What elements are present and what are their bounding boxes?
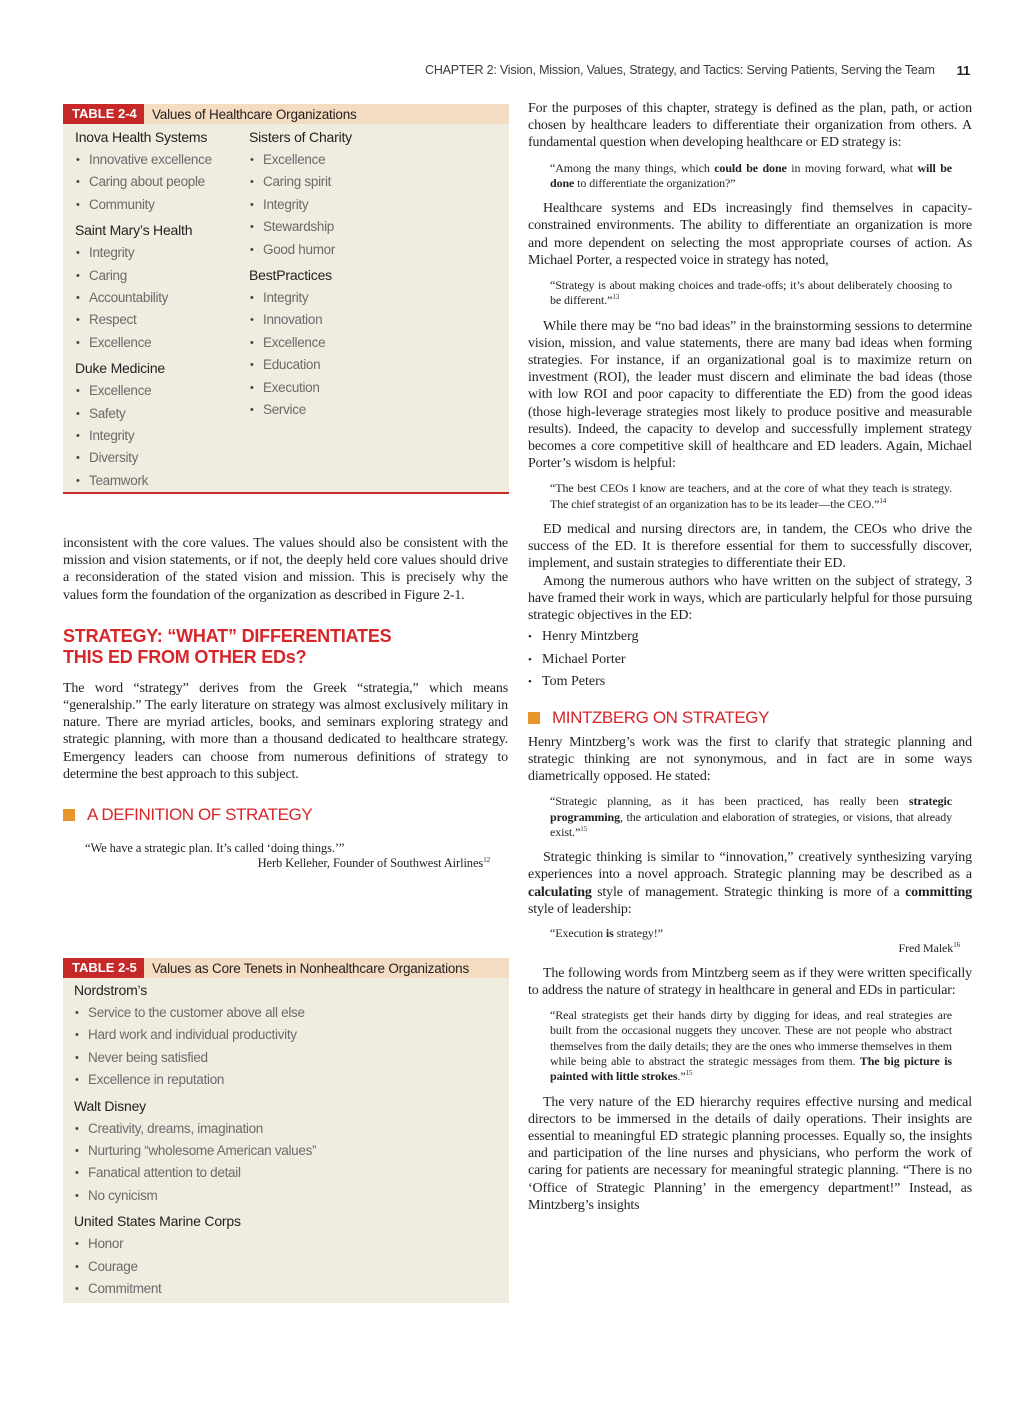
value-item: • No cynicism — [74, 1185, 509, 1207]
paragraph-emphasis: committing — [905, 884, 972, 900]
value-item: • Hard work and individual productivity — [74, 1024, 509, 1046]
table-title: Values as Core Tenets in Nonhealthcare Organizations — [152, 960, 470, 976]
section-heading-line: THIS ED FROM OTHER EDs? — [63, 646, 307, 667]
running-head-text: CHAPTER 2: Vision, Mission, Values, Strategy, and Tactics: Serving Patients, Serving the Team — [425, 63, 935, 77]
table-2-4 — [63, 104, 509, 494]
list-item: • Tom Peters — [528, 671, 972, 694]
left-column — [63, 535, 508, 872]
footnote-ref: 13 — [612, 293, 620, 302]
list-item: • Michael Porter — [528, 649, 972, 672]
value-item: • Innovation — [249, 309, 479, 331]
block-quote — [550, 1008, 952, 1084]
org-name: Inova Health Systems — [75, 129, 208, 145]
quote-text: “Among the many things, which — [550, 160, 715, 175]
footnote-ref: 15 — [580, 824, 588, 833]
org-name: Walt Disney — [74, 1097, 146, 1114]
table-label: TABLE 2-4 — [63, 104, 144, 124]
org-name: United States Marine Corps — [74, 1213, 241, 1230]
value-item: • Excellence — [249, 149, 479, 171]
quote-text: to differentiate the organization?” — [574, 175, 736, 190]
attribution-text: Herb Kelleher, Founder of Southwest Airlines — [257, 856, 484, 871]
value-item: • Innovative excellence — [75, 149, 249, 171]
value-item: • Caring spirit — [249, 171, 479, 193]
paragraph: While there may be “no bad ideas” in the brainstorming sessions to determine vision, mission, and value statements, there are many bad ideas when forming strategies. For instance, if an organizational goal is to maximize return on investment (ROI), the leader must discern and eliminate the bad ideas (those with low ROI and poor capacity to differentiate the ED) from the good ideas (those high-leverage strategies most likely to produce positive and measurable results). Indeed, the capacity to develop and successfully implement strategy becomes a core competitive skill of healthcare and ED leaders. Again, Michael Porter’s wisdom is helpful: — [528, 318, 972, 472]
table-label: TABLE 2-5 — [63, 958, 144, 978]
block-quote — [550, 794, 952, 840]
value-item: • Courage — [74, 1256, 509, 1278]
quote-text: “Strategic planning, as it has been practiced, has really been — [550, 794, 909, 809]
footnote-ref: 15 — [685, 1069, 693, 1078]
page-number: 11 — [956, 63, 970, 78]
value-item: • Integrity — [249, 287, 479, 309]
table-header — [63, 958, 509, 978]
value-item: • Integrity — [75, 242, 249, 264]
value-item: • Integrity — [75, 425, 249, 447]
paragraph-text: style of management. Strategic thinking is more of a — [591, 884, 906, 900]
epigraph — [85, 841, 488, 872]
table-header — [63, 104, 509, 124]
quote-text: “Real strategists get their hands dirty by digging for ideas, and real strategies are built from the occasional nuggets they uncover. These are not people who abstract themselves from the daily details; they are the ones who immerse themselves in them while being able to abstract the strategic messages from them. — [550, 1008, 952, 1068]
paragraph: Healthcare systems and EDs increasingly find themselves in capacity-constrained environments. The ability to differentiate an organization is more and more dependent on selecting the most appropriate courses of action. As Michael Porter, a respected voice in strategy has noted, — [528, 201, 972, 268]
org-name: BestPractices — [249, 266, 332, 283]
quote-emphasis: could be done — [714, 160, 787, 175]
quote-text: , the articulation and elaboration of strategies, or visions, that already exist.” — [550, 809, 952, 839]
paragraph: Henry Mintzberg’s work was the first to clarify that strategic planning and strategic thinking are not synonymous, and in fact are in some ways diametrically opposed. He stated: — [528, 734, 972, 785]
section-heading-line: STRATEGY: “WHAT” DIFFERENTIATES — [63, 625, 392, 646]
quote-emphasis: strategic programming — [550, 794, 952, 824]
footnote-ref: 14 — [879, 496, 887, 505]
list-item: • Henry Mintzberg — [528, 626, 972, 649]
value-item: • Service to the customer above all else — [74, 1002, 509, 1024]
value-item: • Honor — [74, 1233, 509, 1255]
value-item: • Caring about people — [75, 171, 249, 193]
quote-text: “We have a strategic plan. It’s called ‘doing things.’” — [85, 841, 345, 856]
value-item: • Community — [75, 194, 249, 216]
paragraph — [528, 849, 972, 918]
quote-attribution — [85, 856, 490, 871]
value-item: • Integrity — [249, 194, 479, 216]
block-quote — [550, 161, 952, 192]
subsection-heading-text: MINTZBERG ON STRATEGY — [552, 707, 770, 727]
value-item: • Excellence — [75, 332, 249, 354]
value-item: • Education — [249, 354, 479, 376]
quote-text: in moving forward, what — [786, 160, 918, 175]
value-item: • Stewardship — [249, 216, 479, 238]
subsection-heading-text: A DEFINITION OF STRATEGY — [87, 805, 313, 825]
paragraph-text: style of leadership: — [528, 901, 632, 917]
bullet-square-icon — [528, 712, 540, 724]
table-columns — [63, 124, 509, 492]
value-item: • Creativity, dreams, imagination — [74, 1118, 509, 1140]
table-body — [63, 978, 509, 1300]
value-item: • Commitment — [74, 1278, 509, 1300]
quote-text: “Strategy is about making choices and trade-offs; it’s about deliberately choosing to be different.” — [550, 278, 952, 308]
value-item: • Execution — [249, 377, 479, 399]
table-column-right — [249, 126, 479, 492]
quote-emphasis: will be done — [550, 160, 952, 190]
subsection-heading — [528, 708, 972, 728]
value-item: • Fanatical attention to detail — [74, 1162, 509, 1184]
value-item: • Service — [249, 399, 479, 421]
paragraph-emphasis: calculating — [528, 884, 592, 900]
org-name: Saint Mary’s Health — [75, 222, 193, 239]
quote-text: .” — [677, 1069, 686, 1084]
author-list — [528, 626, 972, 694]
quote-emphasis: is — [605, 926, 614, 941]
value-item: • Nurturing “wholesome American values” — [74, 1140, 509, 1162]
value-item: • Good humor — [249, 239, 479, 261]
footnote-ref: 12 — [483, 856, 490, 865]
value-item: • Teamwork — [75, 470, 249, 492]
table-title: Values of Healthcare Organizations — [152, 106, 357, 122]
paragraph: ED medical and nursing directors are, in tandem, the CEOs who drive the success of the ED. It is therefore essential for them to successfully discover, implement, and sustain strategies to differentiate their ED. — [528, 522, 972, 572]
footnote-ref: 16 — [953, 941, 960, 950]
subsection-heading — [63, 805, 508, 825]
section-heading — [63, 626, 508, 668]
block-quote — [550, 278, 952, 309]
value-item: • Excellence in reputation — [74, 1069, 509, 1091]
running-head — [425, 63, 970, 77]
value-item: • Respect — [75, 309, 249, 331]
table-2-5 — [63, 958, 509, 1303]
quote-attribution — [550, 941, 960, 956]
value-item: • Excellence — [75, 380, 249, 402]
value-item: • Excellence — [249, 332, 479, 354]
paragraph: Among the numerous authors who have written on the subject of strategy, 3 have framed their work in ways, which are particularly helpful for those pursuing strategic objectives in the ED: — [528, 573, 972, 624]
org-name: Nordstrom’s — [74, 982, 148, 998]
paragraph: The very nature of the ED hierarchy requires effective nursing and medical directors to be immersed in the details of daily operations. Their insights are essential to meaningful ED strategic planning processes. Equally so, the insights and participation of the line nurses and physicians, who perform the work of caring for patients are necessary for meaningful strategic planning. “There is no ‘Office of Strategic Planning’ in the emergency department!” Instead, as Mintzberg’s insights — [528, 1094, 972, 1213]
paragraph: inconsistent with the core values. The values should also be consistent with the mission and vision statements, or if not, the deeply held core values should drive a reconsideration of the stated vision and mission. This is precisely why the values form the foundation of the organization as described in Figure 2-1. — [63, 536, 508, 603]
table-column-left — [75, 126, 249, 492]
quote-text: strategy!” — [613, 926, 663, 941]
bullet-square-icon — [63, 809, 75, 821]
paragraph: The word “strategy” derives from the Greek “strategia,” which means “generalship.” The early literature on strategy was almost exclusively military in nature. There are myriad articles, books, and seminars exploring strategy and strategic planning, with more than a thousand dedicated to healthcare strategy. Emergency leaders can choose from numerous definitions of strategy to determine the best approach to this subject. — [63, 680, 508, 782]
quote-emphasis: The big picture is painted with little strokes — [550, 1053, 953, 1084]
paragraph: For the purposes of this chapter, strategy is defined as the plan, path, or action chosen by healthcare leaders to differentiate their organization from others. A fundamental question when developing healthcare or ED strategy is: — [528, 101, 972, 151]
paragraph-text: Strategic thinking is similar to “innovation,” creatively synthesizing varying experiences into a novel approach. Strategic planning may be described as a — [528, 850, 972, 883]
value-item: • Caring — [75, 265, 249, 287]
quote-text: “Execution — [550, 926, 606, 941]
value-item: • Diversity — [75, 447, 249, 469]
org-name: Sisters of Charity — [249, 129, 352, 145]
block-quote — [550, 926, 960, 957]
quote-text: “The best CEOs I know are teachers, and at the core of what they teach is strategy. The chief strategist of an organization has to be its leader—the CEO.” — [550, 481, 952, 511]
attribution-text: Fred Malek — [898, 941, 954, 956]
value-item: • Never being satisfied — [74, 1047, 509, 1069]
block-quote — [550, 481, 952, 512]
value-item: • Safety — [75, 403, 249, 425]
org-name: Duke Medicine — [75, 360, 165, 377]
value-item: • Accountability — [75, 287, 249, 309]
paragraph: The following words from Mintzberg seem as if they were written specifically to address the nature of strategy in healthcare in general and EDs in particular: — [528, 965, 972, 998]
right-column — [528, 100, 972, 1214]
